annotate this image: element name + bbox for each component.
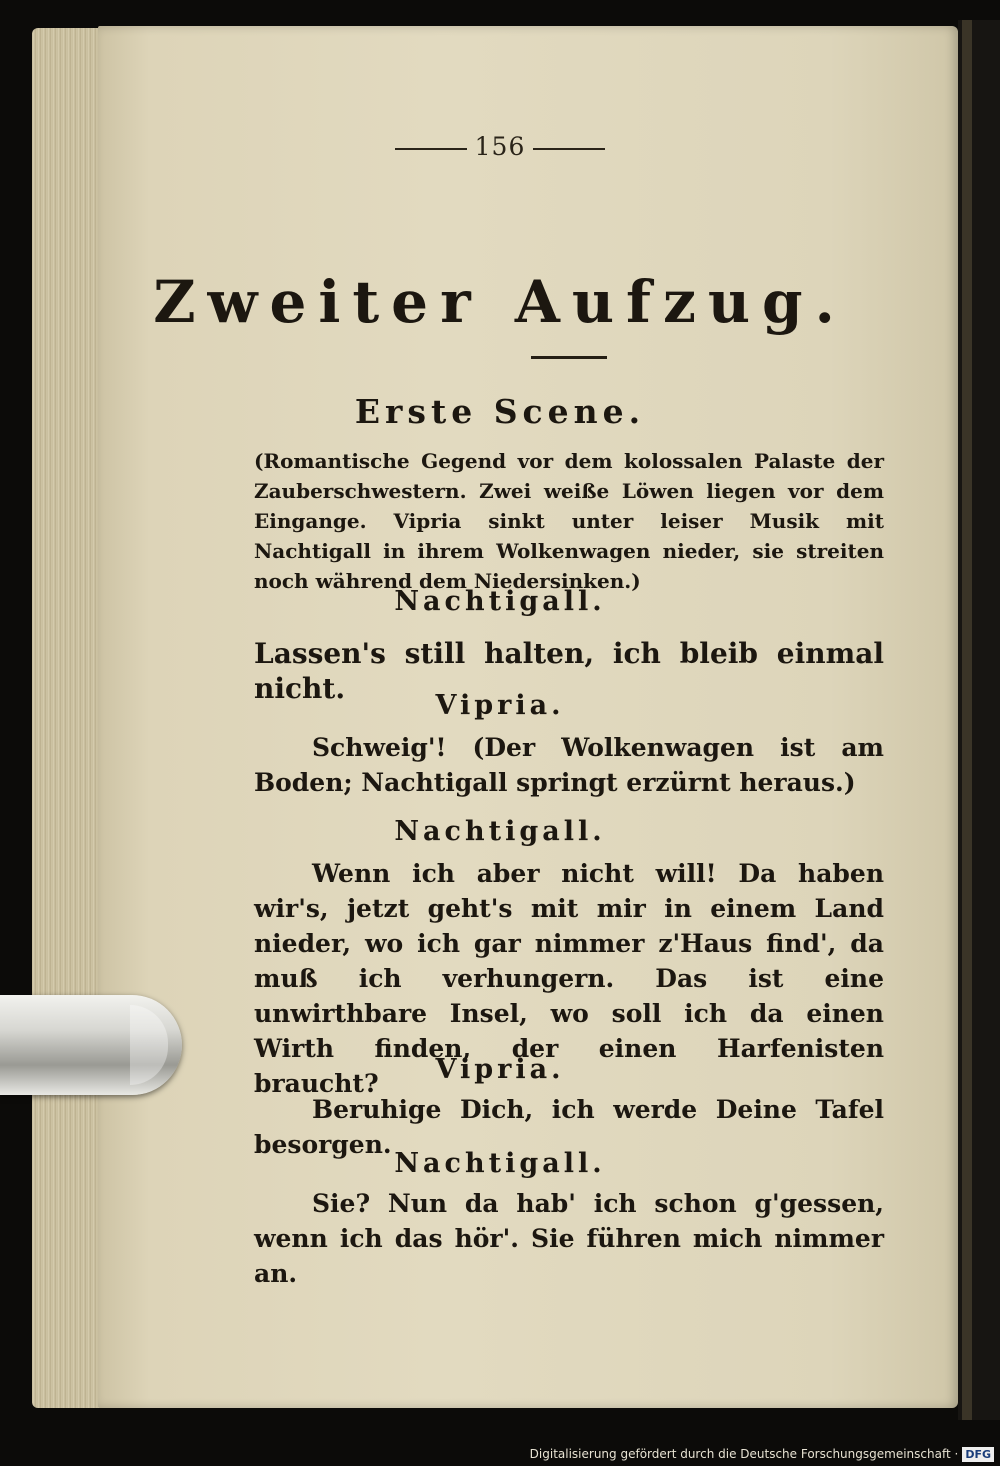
stage-direction: (Romantische Gegend vor dem kolossalen Palaste der Zauberschwestern. Zwei weiße Löwen liegen vor dem Eingange. Vipria sinkt unter leiser Musik mit Nachtigall in ihrem Wolkenwagen nieder, sie streiten noch während dem Niedersinken.) — [254, 449, 884, 593]
speaker-name: Nachtigall. — [394, 1148, 606, 1179]
speech-text: Beruhige Dich, ich werde Deine Tafel besorgen. — [254, 1095, 884, 1159]
speech-text: Sie? Nun da hab' ich schon g'gessen, wenn ich das hör'. Sie führen mich nimmer an. — [254, 1189, 884, 1288]
speaker-name: Vipria. — [435, 690, 565, 721]
page-number: 156 — [0, 132, 1000, 161]
speech-text: Schweig'! (Der Wolkenwagen ist am Boden; Nachtigall springt erzürnt heraus.) — [254, 733, 884, 797]
scene-heading: Erste Scene. — [354, 392, 646, 431]
speech-text: Lassen's still halten, ich bleib einmal nicht. — [254, 637, 884, 705]
page-clip — [0, 995, 182, 1095]
speaker-name: Nachtigall. — [394, 586, 606, 617]
footer-credit: Digitalisierung gefördert durch die Deutsche Forschungsgemeinschaft · DFG — [530, 1447, 994, 1462]
speech-text: Wenn ich aber nicht will! Da haben wir's, jetzt geht's mit mir in einem Land nieder, wo ich gar nimmer z'Haus find', da muß ich verhungern. Das ist eine unwirthbare Insel, wo soll ich da einen Wirth finden, der einen Harfenisten braucht? — [254, 859, 884, 1098]
speaker-name: Vipria. — [435, 1054, 565, 1085]
act-title: Zweiter Aufzug. — [153, 268, 847, 336]
title-divider — [531, 356, 607, 359]
speaker-name: Nachtigall. — [394, 816, 606, 847]
dfg-logo-icon: DFG — [962, 1447, 994, 1462]
